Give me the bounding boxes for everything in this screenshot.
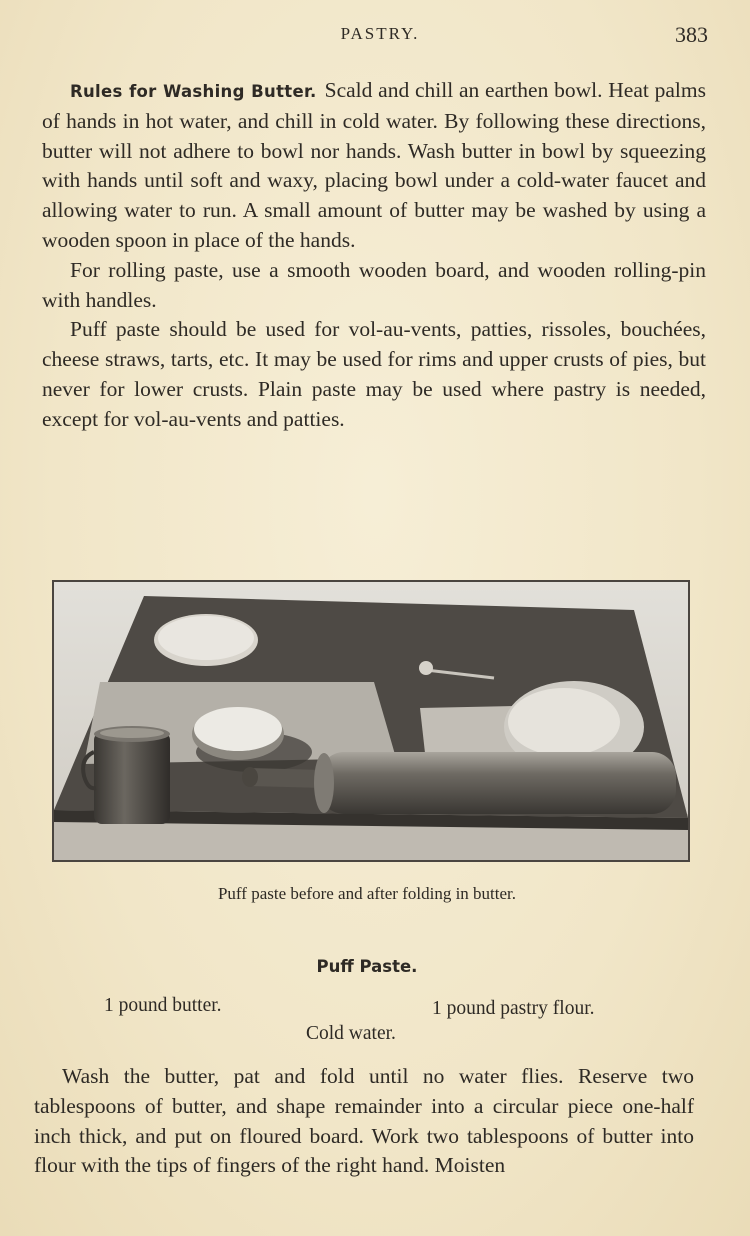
illustration-puff-paste [52,580,690,862]
paragraph-washing-butter [42,76,706,256]
photo-board-rolling-pin [54,582,688,860]
washing-butter-text: Scald and chill an earthen bowl. Heat palms of hands in hot water, and chill in cold water. By following these directions, butter will not adhere to bowl nor hands. Wash butter in bowl by squeezing with hands until soft and waxy, placing bowl under a cold-water faucet and allowing water to run. A small amount of butter may be washed by using a wooden spoon in place of the hands. [42,78,706,252]
running-head [0,22,750,50]
paragraph-rolling: For rolling paste, use a smooth wooden board, and wooden rolling-pin with handles. [42,257,706,312]
top-text-block [42,76,706,435]
running-title: PASTRY. [340,24,420,43]
recipe-title: Puff Paste. [316,957,418,976]
ingredient-water: Cold water. [306,1023,396,1044]
recipe-method-block [34,1062,694,1181]
ingredient-butter: 1 pound butter. [104,995,222,1016]
section-heading-washing-butter: Rules for Washing Butter. [70,82,317,101]
figure-caption: Puff paste before and after folding in butter. [217,884,517,903]
recipe-method: Wash the butter, pat and fold until no water flies. Reserve two tablespoons of butter, and shape remainder into a circular piece one-half inch thick, and put on floured board. Work two tablespoons of butter into flour with the tips of fingers of the right hand. Moisten [34,1064,694,1178]
ingredient-flour: 1 pound pastry flour. [432,998,595,1019]
page-number: 383 [675,22,708,47]
paragraph-puff-uses: Puff paste should be used for vol-au-vents, patties, rissoles, bouchées, cheese straws, tarts, etc. It may be used for rims and upper crusts of pies, but never for lower crusts. Plain paste may be used where pastry is needed, except for vol-au-vents and patties. [42,317,706,431]
